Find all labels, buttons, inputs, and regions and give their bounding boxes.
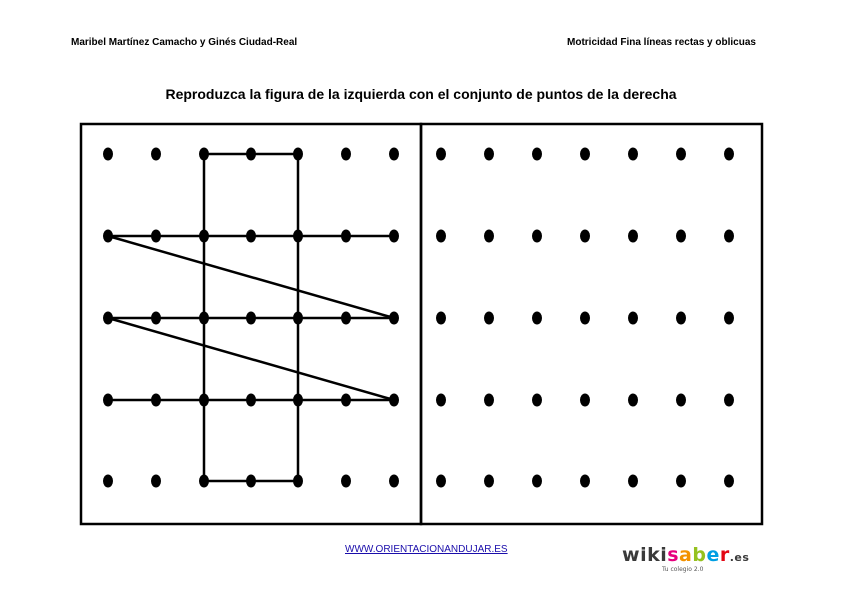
model-dot [246, 394, 256, 407]
practice-dot [628, 230, 638, 243]
model-dot [199, 312, 209, 325]
model-dot [293, 312, 303, 325]
practice-dot [724, 148, 734, 161]
practice-dot [676, 312, 686, 325]
logo-letter: r [719, 544, 730, 566]
website-link[interactable]: WWW.ORIENTACIONANDUJAR.ES [345, 544, 508, 555]
practice-dot [532, 312, 542, 325]
practice-dot [484, 230, 494, 243]
model-dot [246, 230, 256, 243]
practice-dot [580, 230, 590, 243]
model-dot [151, 230, 161, 243]
model-dot [199, 394, 209, 407]
practice-dot [532, 148, 542, 161]
practice-dot [628, 312, 638, 325]
practice-dot [532, 475, 542, 488]
model-dot [151, 148, 161, 161]
header-authors: Maribel Martínez Camacho y Ginés Ciudad-Real [71, 37, 298, 48]
logo-letter: b [692, 544, 707, 566]
practice-dot [724, 475, 734, 488]
practice-dot [724, 230, 734, 243]
logo-letter: i [640, 544, 648, 566]
practice-dot [436, 230, 446, 243]
model-dot [246, 475, 256, 488]
model-dot [389, 394, 399, 407]
practice-dot [484, 394, 494, 407]
practice-dot [580, 312, 590, 325]
practice-dot-grid [436, 148, 734, 488]
model-dot [199, 230, 209, 243]
model-dot [151, 394, 161, 407]
practice-dot [580, 394, 590, 407]
practice-dot [724, 394, 734, 407]
practice-dot [436, 394, 446, 407]
logo-letter: e [706, 544, 720, 566]
model-dot [389, 148, 399, 161]
practice-dot [436, 148, 446, 161]
model-dot [293, 230, 303, 243]
practice-dot [676, 394, 686, 407]
model-dot [199, 148, 209, 161]
model-line-segment [108, 318, 394, 400]
practice-dot [580, 148, 590, 161]
model-dot [389, 475, 399, 488]
model-dot [389, 230, 399, 243]
practice-dot [724, 312, 734, 325]
model-line-segment [108, 236, 394, 318]
model-dot [151, 312, 161, 325]
practice-dot [484, 148, 494, 161]
model-dot [199, 475, 209, 488]
model-dot [293, 475, 303, 488]
model-dot [103, 312, 113, 325]
practice-dot [676, 230, 686, 243]
practice-dot [628, 475, 638, 488]
logo-letter: a [679, 544, 693, 566]
practice-dot [484, 475, 494, 488]
logo-letter: w [622, 544, 641, 566]
logo-wordmark [622, 544, 750, 568]
header-topic: Motricidad Fina líneas rectas y oblicuas [567, 37, 756, 48]
model-dot [246, 312, 256, 325]
model-dot [246, 148, 256, 161]
practice-dot [436, 312, 446, 325]
model-dot [341, 148, 351, 161]
model-dot [293, 394, 303, 407]
practice-dot [436, 475, 446, 488]
practice-dot [676, 475, 686, 488]
practice-dot [532, 394, 542, 407]
logo-tagline: Tu colegio 2.0 [662, 566, 704, 573]
model-dot [103, 230, 113, 243]
practice-dot [484, 312, 494, 325]
logo-letter: .es [729, 551, 750, 564]
practice-dot [676, 148, 686, 161]
model-dot [103, 475, 113, 488]
practice-dot [532, 230, 542, 243]
wikisaber-logo [622, 544, 750, 575]
model-dot [293, 148, 303, 161]
model-dot [341, 230, 351, 243]
logo-letter: i [660, 544, 668, 566]
instruction-title: Reproduzca la figura de la izquierda con el conjunto de puntos de la derecha [165, 86, 677, 102]
practice-dot [580, 475, 590, 488]
model-dot [103, 148, 113, 161]
model-dot [341, 394, 351, 407]
logo-letter: k [647, 544, 661, 566]
practice-dot [628, 148, 638, 161]
model-dot [341, 475, 351, 488]
model-dot [103, 394, 113, 407]
right-panel-frame [421, 124, 762, 524]
model-dot [389, 312, 399, 325]
model-dot [341, 312, 351, 325]
practice-dot [628, 394, 638, 407]
logo-letter: s [667, 544, 680, 566]
model-dot [151, 475, 161, 488]
